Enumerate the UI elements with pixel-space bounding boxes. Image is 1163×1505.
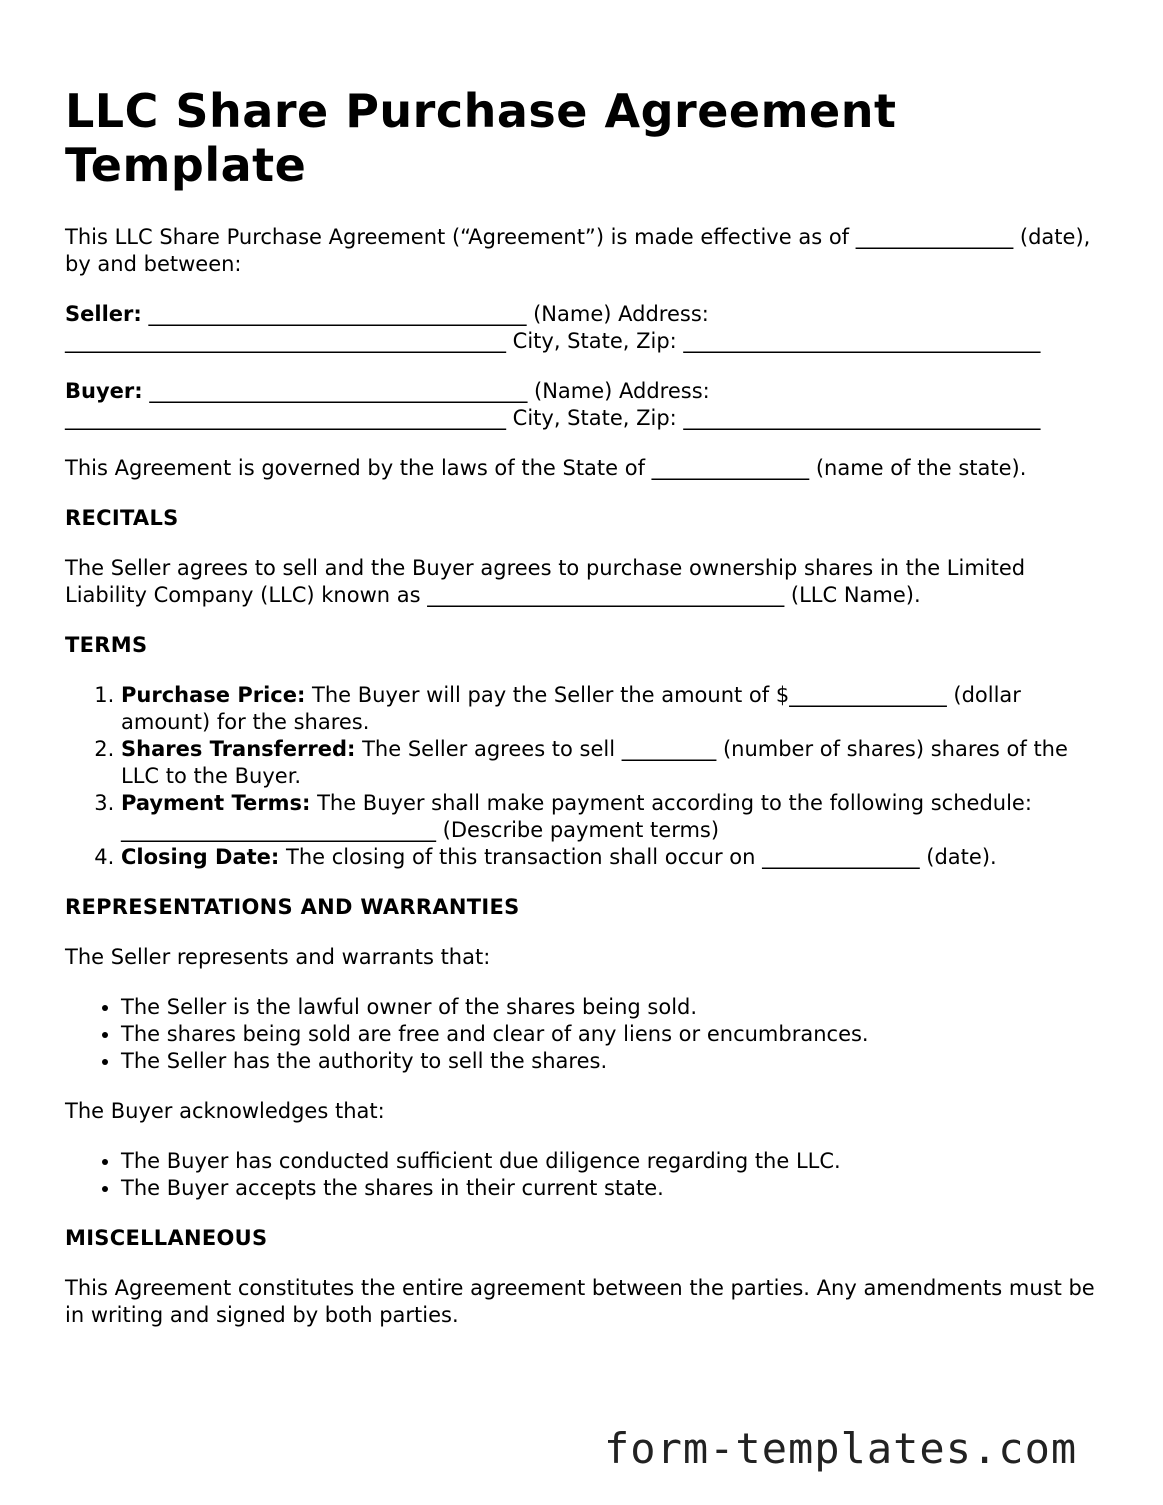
seller-representations-intro: The Seller represents and warrants that: — [65, 945, 491, 969]
governing-law-paragraph: This Agreement is governed by the laws of the State of _______________ (name of the state). — [65, 456, 1027, 480]
terms-item-shares-transferred — [121, 736, 1105, 790]
seller-fields: ____________________________________ (Name) Address: __________________________________________ City, State, Zip: __________________________________ — [65, 302, 1041, 353]
term-text: The Seller agrees to sell _________ (number of shares) shares of the LLC to the Buyer. — [121, 737, 1068, 788]
term-text: The closing of this transaction shall occur on _______________ (date). — [279, 845, 997, 869]
buyer-fields: ____________________________________ (Name) Address: __________________________________________ City, State, Zip: __________________________________ — [65, 379, 1041, 430]
list-item: • The Seller has the authority to sell the shares. — [121, 1048, 1105, 1075]
term-text: The Buyer shall make payment according to the following schedule: ______________________________ (Describe payment terms) — [121, 791, 1032, 842]
recitals-paragraph: The Seller agrees to sell and the Buyer agrees to purchase ownership shares in the Limited Liability Company (LLC) known as __________________________________ (LLC Name). — [65, 556, 1026, 607]
representations-heading: REPRESENTATIONS AND WARRANTIES — [65, 895, 520, 919]
seller-label: Seller: — [65, 302, 142, 326]
terms-item-closing-date — [121, 844, 1105, 871]
intro-paragraph: This LLC Share Purchase Agreement (“Agreement”) is made effective as of _______________ (date), by and between: — [65, 225, 1091, 276]
list-item: • The Buyer accepts the shares in their current state. — [121, 1175, 1105, 1202]
terms-item-purchase-price — [121, 682, 1105, 736]
seller-representations-list — [65, 994, 1105, 1075]
term-label: Purchase Price: — [121, 683, 306, 707]
terms-list — [65, 682, 1105, 871]
terms-heading: TERMS — [65, 633, 148, 657]
miscellaneous-heading: MISCELLANEOUS — [65, 1226, 268, 1250]
seller-block — [65, 301, 1105, 355]
document-page — [65, 84, 1105, 1352]
list-item: • The shares being sold are free and clear of any liens or encumbrances. — [121, 1021, 1105, 1048]
buyer-label: Buyer: — [65, 379, 143, 403]
buyer-acknowledgements-intro: The Buyer acknowledges that: — [65, 1099, 385, 1123]
document-title: LLC Share Purchase Agreement Template — [65, 84, 897, 192]
list-item: • The Buyer has conducted sufficient due diligence regarding the LLC. — [121, 1148, 1105, 1175]
miscellaneous-paragraph: This Agreement constitutes the entire agreement between the parties. Any amendments must be in writing and signed by both parties. — [65, 1276, 1095, 1327]
term-label: Shares Transferred: — [121, 737, 356, 761]
list-item: • The Seller is the lawful owner of the shares being sold. — [121, 994, 1105, 1021]
terms-item-payment-terms — [121, 790, 1105, 844]
term-label: Payment Terms: — [121, 791, 311, 815]
term-label: Closing Date: — [121, 845, 280, 869]
recitals-heading: RECITALS — [65, 506, 179, 530]
buyer-block — [65, 378, 1105, 432]
watermark: form-templates.com — [600, 1424, 1081, 1473]
buyer-acknowledgements-list — [65, 1148, 1105, 1202]
term-text: The Buyer will pay the Seller the amount of $_______________ (dollar amount) for the shares. — [121, 683, 1021, 734]
